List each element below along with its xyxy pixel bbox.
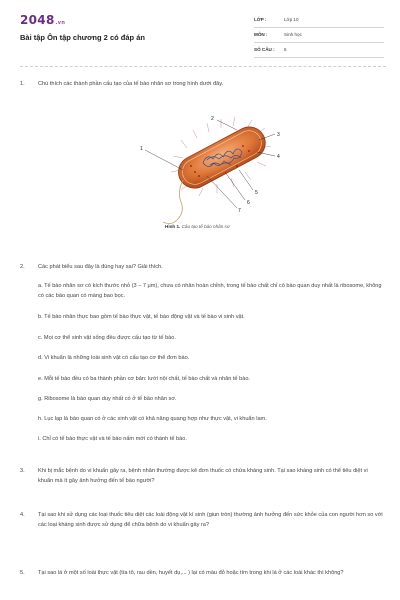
callout-7: 7 [238,208,241,214]
callout-1: 1 [140,146,143,152]
callout-6: 6 [247,200,250,206]
figure-caption [165,224,230,229]
prokaryote-cell-figure [125,108,295,228]
meta-label: SỐ CÂU : [254,47,275,52]
logo-suffix: .vn [55,20,66,26]
question-text: Tại sao lá ở một số loài thực vật (tía tô, rau dền, huyết dụ,... ) lại có màu đỏ hoặc tím trong khi lá ở các loài khác thì không? [38,570,344,576]
caption-text: Cấu tạo tế bào nhân sơ [181,224,230,229]
meta-row-count [254,44,384,58]
callout-3: 3 [277,132,280,138]
meta-label: MÔN : [254,32,268,37]
document-header [0,0,400,66]
statement-e: e. Mỗi tế bào đều có ba thành phần cơ bản: lưới nội chất, tế bào chất và nhân tế bào. [38,376,250,382]
header-divider [20,66,386,67]
statement-b: b. Tế bào nhân thực bao gồm tế bào thực vật, tế bào động vật và tế bào vi sinh vật. [38,314,245,320]
statement-d: d. Vi khuẩn là những loài sinh vật có cấu tạo cơ thể đơn bào. [38,355,190,361]
site-logo[interactable] [20,13,65,27]
meta-value: 6 [284,47,287,52]
meta-label: LỚP : [254,17,267,22]
meta-value: Sinh học [284,32,302,37]
statement-h: h. Lục lạp là bào quan có ở các sinh vật có khả năng quang hợp như thực vật, vi khuẩn lam. [38,416,267,422]
question-text: Các phát biểu sau đây là đúng hay sai? Giải thích. [38,264,163,270]
statement-g: g. Ribosome là bào quan duy nhất có ở tế bào nhân sơ. [38,396,177,402]
question-number: 4. [20,512,25,518]
question-text: Chú thích các thành phần cấu tạo của tế bào nhân sơ trong hình dưới đây. [38,81,224,87]
question-text: Tại sao khi sử dụng các loại thuốc tiêu diệt các loài động vật kí sinh (giun tròn) thường ảnh hưởng đến sức khỏe của con người hơn so với các loại kháng sinh được sử dụng để chữa bệnh do vi khuẩn gây ra? [38,512,383,528]
question-number: 5. [20,570,25,576]
document-meta [254,14,384,59]
meta-row-subject [254,29,384,43]
caption-label: Hình 1. [165,224,181,229]
document-title: Bài tập Ôn tập chương 2 có đáp án [20,33,145,42]
question-text: Khi bị mắc bệnh do vi khuẩn gây ra, bệnh nhân thường được kê đơn thuốc có chứa kháng sinh. Tại sao kháng sinh có thể tiêu diệt vi khuẩn mà ít gây ảnh hưởng đến tế bào người? [38,468,368,484]
statement-i: i. Chỉ có tế bào thực vật và tế bào nấm mới có thành tế bào. [38,436,187,442]
flagellum [163,180,183,224]
question-number: 1. [20,81,25,87]
meta-value: Lớp 10 [284,17,299,22]
logo-text: 2048 [20,13,55,27]
question-number: 2. [20,264,25,270]
meta-row-grade [254,14,384,28]
callout-5: 5 [255,190,258,196]
cell-body [173,121,271,193]
callout-4: 4 [277,154,280,160]
callout-2: 2 [211,116,214,122]
statement-c: c. Mọi cơ thể sinh vật sống đều được cấu tạo từ tế bào. [38,335,176,341]
statement-a: a. Tế bào nhân sơ có kích thước nhỏ (3 – 7 μm), chưa có nhân hoàn chỉnh, trong tế bào chất chỉ có bào quan duy nhất là ribosome, không có các bào quan có màng bao bọc. [38,283,382,299]
question-number: 3. [20,468,25,474]
